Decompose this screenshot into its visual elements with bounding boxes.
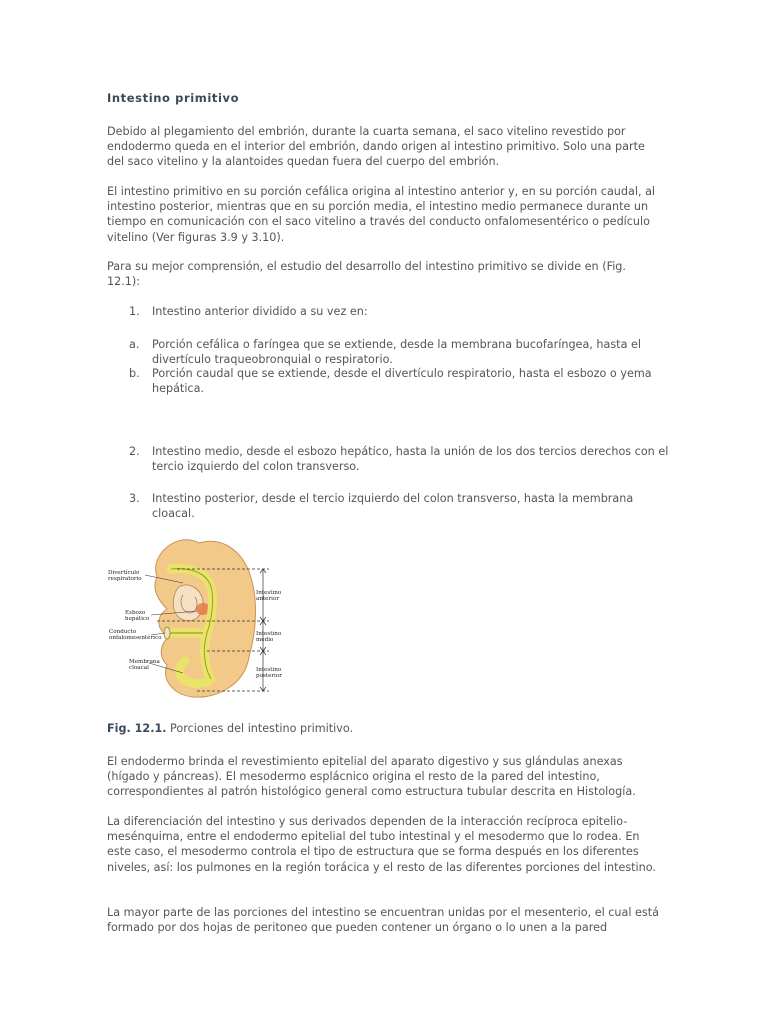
label-intestino-posterior: Intestino [256, 667, 282, 673]
list-marker: b. [129, 367, 140, 380]
label-intestino-anterior: Intestino [256, 590, 282, 596]
caption-label: Fig. 12.1. [107, 722, 167, 735]
label-intestino-anterior-2: anterior [256, 596, 280, 602]
embryo-diagram [107, 533, 287, 705]
list-item-3 [129, 492, 669, 521]
paragraph-diferenciacion: La diferenciación del intestino y sus derivados dependen de la interacción recíproca epitelio-mesénquima, entre el endodermo epitelial del tubo intestinal y el mesodermo que lo rodea. En este caso, el mesodermo controla el tipo de estructura que se forma después en los diferentes niveles, así: los pulmones en la región torácica y el resto de las diferentes porciones del intestino. [107, 815, 656, 874]
list-item-1 [129, 305, 669, 320]
label-membrana: Membrana [129, 659, 160, 665]
figure-caption [107, 722, 353, 735]
list-item-2 [129, 445, 669, 474]
list-item-b [129, 367, 669, 396]
embryo-figure [107, 533, 287, 705]
paragraph-mesenterio: La mayor parte de las porciones del intestino se encuentran unidas por el mesenterio, el cual está formado por dos hojas de peritoneo que pueden contener un órgano o lo unen a la pared [107, 906, 659, 935]
label-intestino-medio-2: medio [256, 637, 274, 643]
paragraph-plegamiento: Debido al plegamiento del embrión, durante la cuarta semana, el saco vitelino revestido por endodermo queda en el interior del embrión, dando origen al intestino primitivo. Solo una parte del saco vitelino y la alantoides quedan fuera del cuerpo del embrión. [107, 125, 645, 169]
list-marker: a. [129, 338, 140, 351]
paragraph-porciones: El intestino primitivo en su porción cefálica origina al intestino anterior y, en su porción caudal, al intestino posterior, mientras que en su porción media, el intestino medio permanece durante un tiempo en comunicación con el saco vitelino a través del conducto onfalomesentérico o pedículo vitelino (Ver figuras 3.9 y 3.10). [107, 185, 656, 244]
paragraph-comprension: Para su mejor comprensión, el estudio del desarrollo del intestino primitivo se divide en (Fig. 12.1): [107, 260, 626, 289]
list-marker: 1. [129, 305, 140, 318]
label-conducto-2: onfalomesentérico [109, 635, 162, 641]
label-membrana-2: cloacal [129, 665, 149, 671]
paragraph-endodermo: El endodermo brinda el revestimiento epitelial del aparato digestivo y sus glándulas anexas (hígado y páncreas). El mesodermo esplácnico origina el resto de la pared del intestino, correspondientes al patrón histológico general como estructura tubular descrita en Histología. [107, 755, 636, 799]
list-item-a [129, 338, 669, 367]
label-diverticulo-2: respiratorio [108, 576, 142, 582]
label-intestino-medio: Intestino [256, 631, 282, 637]
list-marker: 2. [129, 445, 140, 458]
caption-text: Porciones del intestino primitivo. [166, 722, 354, 735]
list-item-text: Porción caudal que se extiende, desde el divertículo respiratorio, hasta el esbozo o yema hepática. [152, 367, 652, 395]
label-esbozo: Esbozo [125, 610, 146, 616]
label-esbozo-2: hepático [125, 616, 150, 622]
list-item-text: Intestino anterior dividido a su vez en: [152, 305, 368, 318]
list-item-text: Intestino posterior, desde el tercio izquierdo del colon transverso, hasta la membrana cloacal. [152, 492, 634, 520]
label-diverticulo: Divertículo [108, 570, 140, 576]
list-marker: 3. [129, 492, 140, 505]
page-title: Intestino primitivo [107, 91, 240, 105]
list-item-text: Porción cefálica o faríngea que se extiende, desde la membrana bucofaríngea, hasta el divertículo traqueobronquial o respiratorio. [152, 338, 641, 366]
label-conducto: Conducto [109, 629, 137, 635]
list-item-text: Intestino medio, desde el esbozo hepático, hasta la unión de los dos tercios derechos con el tercio izquierdo del colon transverso. [152, 445, 669, 473]
label-intestino-posterior-2: posterior [256, 673, 282, 679]
